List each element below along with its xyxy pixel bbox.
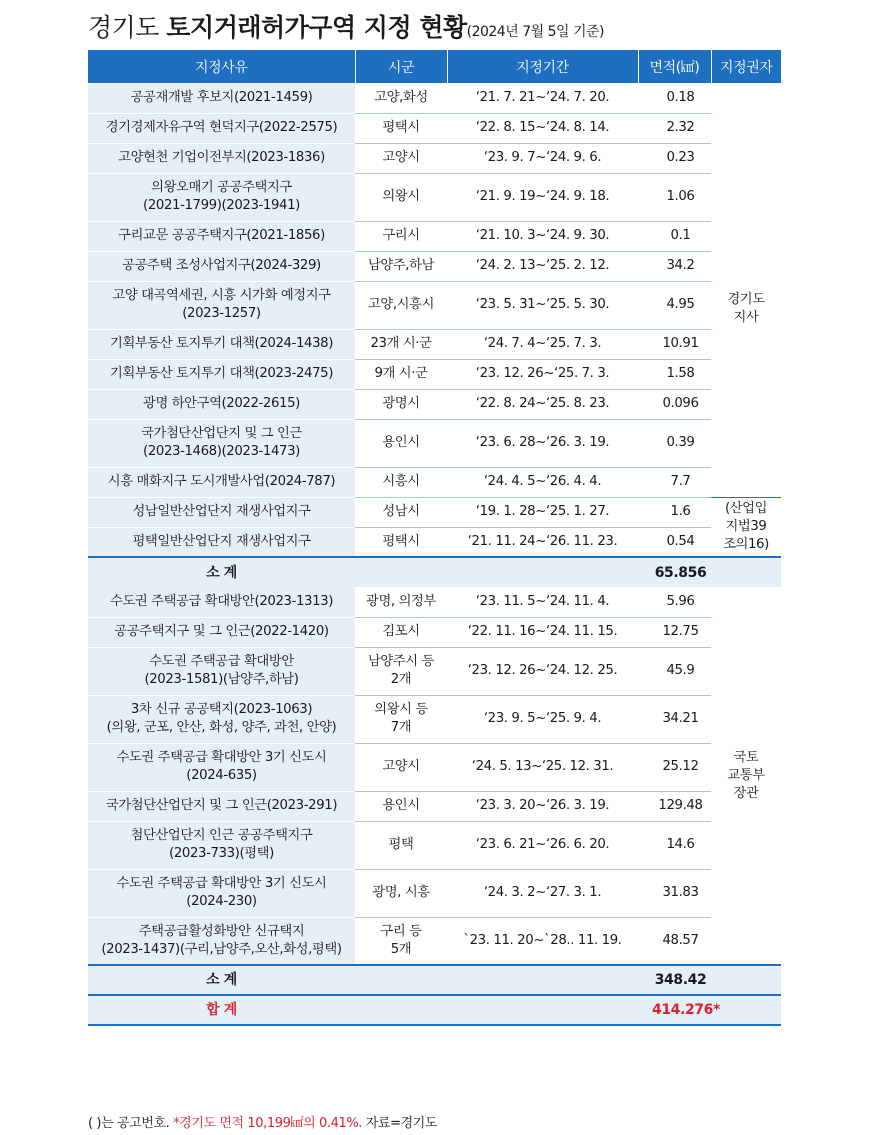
row-reason: 고양현천 기업이전부지(2023-1836) bbox=[88, 143, 355, 173]
row-reason: 기획부동산 토지투기 대책(2024-1438) bbox=[88, 329, 355, 359]
subtotal-blank-3 bbox=[711, 557, 781, 587]
row-city: 평택시 bbox=[355, 527, 447, 557]
table-row bbox=[88, 281, 781, 329]
table-row bbox=[88, 113, 781, 143]
row-city: 고양,화성 bbox=[355, 83, 447, 113]
row-period: ‘24. 3. 2~‘27. 3. 1. bbox=[447, 869, 638, 917]
row-reason: 수도권 주택공급 확대방안 3기 신도시 (2024-230) bbox=[88, 869, 355, 917]
header-authority: 지정권자 bbox=[711, 50, 781, 83]
title-date: (2024년 7월 5일 기준) bbox=[466, 24, 604, 40]
row-area: 7.7 bbox=[638, 467, 711, 497]
row-reason: 의왕오매기 공공주택지구 (2021-1799)(2023-1941) bbox=[88, 173, 355, 221]
row-city: 광명, 시흥 bbox=[355, 869, 447, 917]
row-period: ‘23. 3. 20~‘26. 3. 19. bbox=[447, 791, 638, 821]
row-city: 광명시 bbox=[355, 389, 447, 419]
subtotal-blank-1 bbox=[355, 557, 447, 587]
row-period: ‘23. 9. 7~‘24. 9. 6. bbox=[447, 143, 638, 173]
row-period: ‘21. 9. 19~‘24. 9. 18. bbox=[447, 173, 638, 221]
subtotal-blank-2 bbox=[447, 965, 638, 995]
row-city: 성남시 bbox=[355, 497, 447, 527]
row-area: 0.096 bbox=[638, 389, 711, 419]
row-reason: 주택공급활성화방안 신규택지 (2023-1437)(구리,남양주,오산,화성,평택) bbox=[88, 917, 355, 965]
table-row bbox=[88, 329, 781, 359]
subtotal-blank-3 bbox=[711, 965, 781, 995]
authority-note: (산업입 지법39 조의16) bbox=[711, 497, 781, 557]
row-area: 14.6 bbox=[638, 821, 711, 869]
subtotal-label: 소 계 bbox=[88, 965, 355, 995]
header-city: 시군 bbox=[355, 50, 447, 83]
row-area: 1.58 bbox=[638, 359, 711, 389]
total-blank-1 bbox=[355, 995, 447, 1025]
row-period: ‘19. 1. 28~‘25. 1. 27. bbox=[447, 497, 638, 527]
row-reason: 기획부동산 토지투기 대책(2023-2475) bbox=[88, 359, 355, 389]
row-reason: 첨단산업단지 인근 공공주택지구 (2023-733)(평택) bbox=[88, 821, 355, 869]
table-row bbox=[88, 791, 781, 821]
row-area: 4.95 bbox=[638, 281, 711, 329]
row-period: ‘24. 2. 13~‘25. 2. 12. bbox=[447, 251, 638, 281]
footnote bbox=[88, 1112, 437, 1131]
table-header-row bbox=[88, 50, 781, 83]
row-reason: 수도권 주택공급 확대방안 3기 신도시 (2024-635) bbox=[88, 743, 355, 791]
row-period: ‘24. 7. 4~‘25. 7. 3. bbox=[447, 329, 638, 359]
row-area: 5.96 bbox=[638, 587, 711, 617]
footnote-prefix: ( )는 공고번호. bbox=[88, 1116, 174, 1131]
row-reason: 수도권 주택공급 확대방안 (2023-1581)(남양주,하남) bbox=[88, 647, 355, 695]
row-city: 용인시 bbox=[355, 419, 447, 467]
row-period: ‘23. 12. 26~‘24. 12. 25. bbox=[447, 647, 638, 695]
row-area: 48.57 bbox=[638, 917, 711, 965]
row-area: 1.06 bbox=[638, 173, 711, 221]
table-row bbox=[88, 869, 781, 917]
authority-gyeonggi: 경기도 지사 bbox=[711, 83, 781, 497]
row-city: 구리시 bbox=[355, 221, 447, 251]
row-period: ‘23. 9. 5~‘25. 9. 4. bbox=[447, 695, 638, 743]
row-area: 12.75 bbox=[638, 617, 711, 647]
table-row bbox=[88, 419, 781, 467]
row-reason: 광명 하안구역(2022-2615) bbox=[88, 389, 355, 419]
table-row bbox=[88, 173, 781, 221]
row-area: 31.83 bbox=[638, 869, 711, 917]
title-prefix: 경기도 bbox=[88, 13, 167, 42]
row-area: 0.1 bbox=[638, 221, 711, 251]
header-reason: 지정사유 bbox=[88, 50, 355, 83]
title-main: 토지거래허가구역 지정 현황 bbox=[166, 13, 467, 42]
row-reason: 고양 대곡역세권, 시흥 시가화 예정지구 (2023-1257) bbox=[88, 281, 355, 329]
table-row bbox=[88, 467, 781, 497]
total-label: 합 계 bbox=[88, 995, 355, 1025]
row-reason: 구리교문 공공주택지구(2021-1856) bbox=[88, 221, 355, 251]
row-area: 0.54 bbox=[638, 527, 711, 557]
row-city: 남양주시 등 2개 bbox=[355, 647, 447, 695]
header-period: 지정기간 bbox=[447, 50, 638, 83]
row-area: 129.48 bbox=[638, 791, 711, 821]
row-city: 고양,시흥시 bbox=[355, 281, 447, 329]
total-value: 414.276* bbox=[638, 995, 711, 1025]
subtotal-row bbox=[88, 965, 781, 995]
table-row bbox=[88, 821, 781, 869]
table-row bbox=[88, 587, 781, 617]
authority-molit: 국토 교통부 장관 bbox=[711, 587, 781, 965]
footnote-note: *경기도 면적 10,199㎢의 0.41%. bbox=[173, 1116, 363, 1131]
row-area: 0.39 bbox=[638, 419, 711, 467]
row-area: 34.21 bbox=[638, 695, 711, 743]
subtotal-blank-2 bbox=[447, 557, 638, 587]
total-blank-3 bbox=[711, 995, 781, 1025]
table-row bbox=[88, 743, 781, 791]
row-area: 25.12 bbox=[638, 743, 711, 791]
table-row bbox=[88, 497, 781, 527]
row-reason: 공공주택지구 및 그 인근(2022-1420) bbox=[88, 617, 355, 647]
row-period: ‘22. 8. 24~‘25. 8. 23. bbox=[447, 389, 638, 419]
row-city: 평택 bbox=[355, 821, 447, 869]
subtotal-row bbox=[88, 557, 781, 587]
row-city: 광명, 의정부 bbox=[355, 587, 447, 617]
row-reason: 국가첨단산업단지 및 그 인근(2023-291) bbox=[88, 791, 355, 821]
row-city: 9개 시·군 bbox=[355, 359, 447, 389]
row-reason: 평택일반산업단지 재생사업지구 bbox=[88, 527, 355, 557]
table-row bbox=[88, 389, 781, 419]
row-city: 구리 등 5개 bbox=[355, 917, 447, 965]
table-row bbox=[88, 617, 781, 647]
row-area: 45.9 bbox=[638, 647, 711, 695]
row-period: ‘23. 6. 21~‘26. 6. 20. bbox=[447, 821, 638, 869]
table-row bbox=[88, 83, 781, 113]
table-row bbox=[88, 143, 781, 173]
row-reason: 공공재개발 후보지(2021-1459) bbox=[88, 83, 355, 113]
table-row bbox=[88, 695, 781, 743]
page-title bbox=[88, 8, 604, 42]
row-city: 고양시 bbox=[355, 743, 447, 791]
total-row bbox=[88, 995, 781, 1025]
row-reason: 성남일반산업단지 재생사업지구 bbox=[88, 497, 355, 527]
row-reason: 시흥 매화지구 도시개발사업(2024-787) bbox=[88, 467, 355, 497]
subtotal-value: 348.42 bbox=[638, 965, 711, 995]
row-period: ‘21. 11. 24~‘26. 11. 23. bbox=[447, 527, 638, 557]
row-city: 고양시 bbox=[355, 143, 447, 173]
row-city: 시흥시 bbox=[355, 467, 447, 497]
row-area: 2.32 bbox=[638, 113, 711, 143]
row-period: `23. 11. 20~`28.. 11. 19. bbox=[447, 917, 638, 965]
subtotal-label: 소 계 bbox=[88, 557, 355, 587]
row-reason: 국가첨단산업단지 및 그 인근 (2023-1468)(2023-1473) bbox=[88, 419, 355, 467]
row-city: 남양주,하남 bbox=[355, 251, 447, 281]
row-period: ‘23. 11. 5~‘24. 11. 4. bbox=[447, 587, 638, 617]
row-period: ‘23. 5. 31~‘25. 5. 30. bbox=[447, 281, 638, 329]
row-city: 평택시 bbox=[355, 113, 447, 143]
footnote-source: 자료=경기도 bbox=[362, 1116, 438, 1131]
row-area: 0.23 bbox=[638, 143, 711, 173]
row-area: 0.18 bbox=[638, 83, 711, 113]
subtotal-blank-1 bbox=[355, 965, 447, 995]
header-area: 면적(㎢) bbox=[638, 50, 711, 83]
table-row bbox=[88, 359, 781, 389]
row-area: 10.91 bbox=[638, 329, 711, 359]
row-period: ‘23. 6. 28~‘26. 3. 19. bbox=[447, 419, 638, 467]
row-city: 의왕시 등 7개 bbox=[355, 695, 447, 743]
row-period: ‘21. 10. 3~‘24. 9. 30. bbox=[447, 221, 638, 251]
row-city: 용인시 bbox=[355, 791, 447, 821]
table-row bbox=[88, 527, 781, 557]
row-city: 의왕시 bbox=[355, 173, 447, 221]
row-period: ‘22. 8. 15~‘24. 8. 14. bbox=[447, 113, 638, 143]
row-period: ‘21. 7. 21~‘24. 7. 20. bbox=[447, 83, 638, 113]
permit-zone-table bbox=[88, 50, 781, 1026]
row-area: 1.6 bbox=[638, 497, 711, 527]
row-reason: 공공주택 조성사업지구(2024-329) bbox=[88, 251, 355, 281]
table-row bbox=[88, 917, 781, 965]
row-city: 김포시 bbox=[355, 617, 447, 647]
row-period: ‘24. 4. 5~‘26. 4. 4. bbox=[447, 467, 638, 497]
subtotal-value: 65.856 bbox=[638, 557, 711, 587]
row-area: 34.2 bbox=[638, 251, 711, 281]
row-reason: 3차 신규 공공택지(2023-1063) (의왕, 군포, 안산, 화성, 양주, 과천, 안양) bbox=[88, 695, 355, 743]
row-period: ‘22. 11. 16~‘24. 11. 15. bbox=[447, 617, 638, 647]
row-period: ‘23. 12. 26~‘25. 7. 3. bbox=[447, 359, 638, 389]
table-row bbox=[88, 221, 781, 251]
total-blank-2 bbox=[447, 995, 638, 1025]
table-row bbox=[88, 647, 781, 695]
table-row bbox=[88, 251, 781, 281]
row-city: 23개 시·군 bbox=[355, 329, 447, 359]
row-period: ‘24. 5. 13~‘25. 12. 31. bbox=[447, 743, 638, 791]
row-reason: 수도권 주택공급 확대방안(2023-1313) bbox=[88, 587, 355, 617]
row-reason: 경기경제자유구역 현덕지구(2022-2575) bbox=[88, 113, 355, 143]
